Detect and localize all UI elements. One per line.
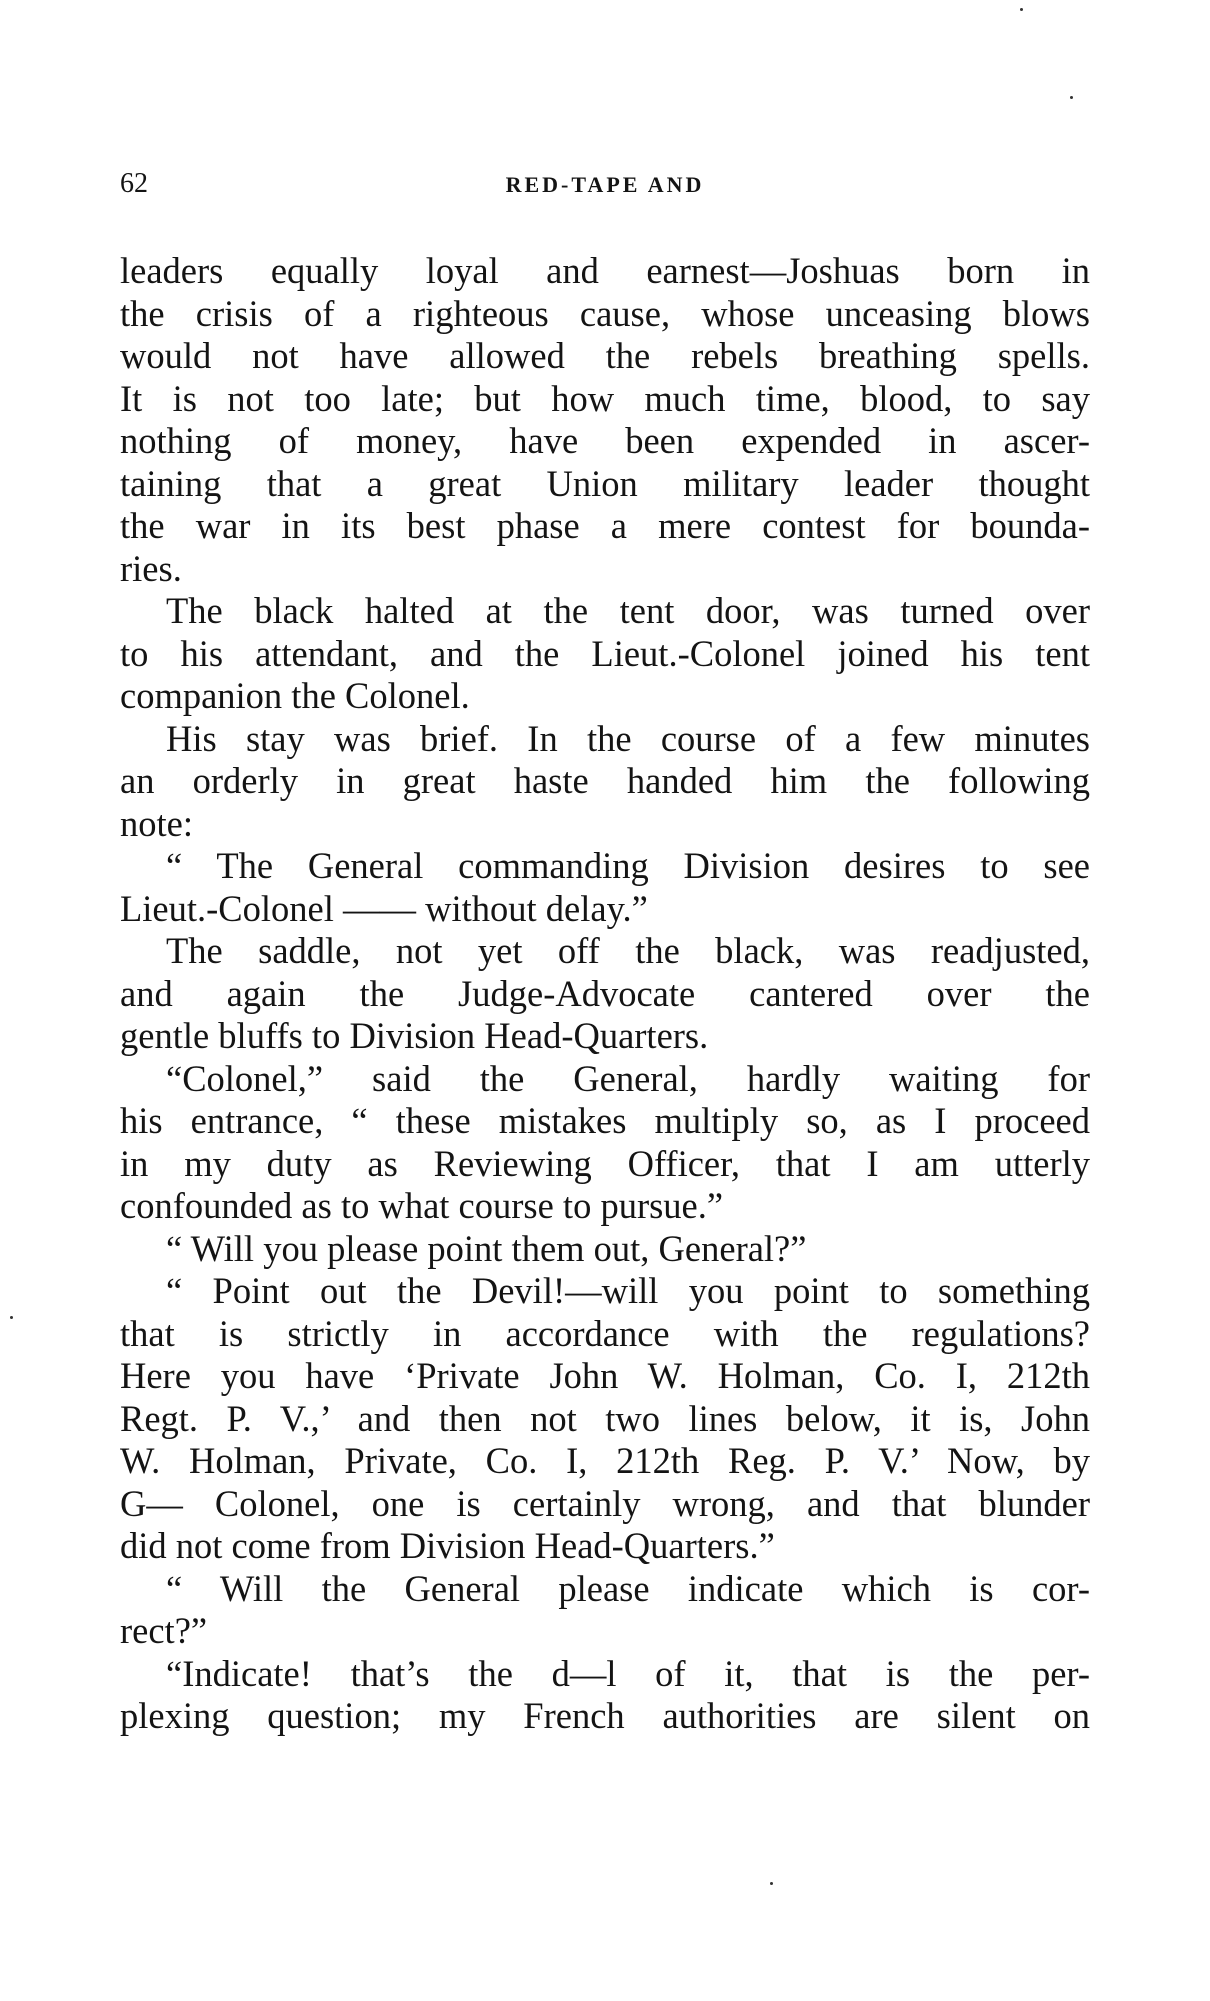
text-line: It is not too late; but how much time, blood, to say (120, 377, 1090, 419)
text-line: an orderly in great haste handed him the following (120, 760, 1090, 801)
text-line: W. Holman, Private, Co. I, 212th Reg. P. V.’ Now, by (120, 1440, 1090, 1481)
text-line: Regt. P. V.,’ and then not two lines below, it is, John (120, 1397, 1090, 1439)
text-line: and again the Judge-Advocate cantered over the (120, 972, 1090, 1014)
body-text (120, 250, 1090, 1738)
text-line: rect?” (120, 1610, 208, 1651)
text-line: The black halted at the tent door, was turned over (166, 590, 1090, 631)
running-head (120, 168, 1090, 208)
text-line: “Colonel,” said the General, hardly waiting for (166, 1057, 1090, 1099)
text-line: note: (120, 802, 193, 844)
text-line: “ Will the General please indicate which is cor- (166, 1567, 1090, 1609)
print-speck (1020, 8, 1023, 11)
running-title: RED-TAPE AND (505, 172, 705, 197)
text-line: His stay was brief. In the course of a few minutes (166, 717, 1090, 759)
text-line: that is strictly in accordance with the regulations? (120, 1312, 1090, 1354)
text-line: “ Point out the Devil!—will you point to something (166, 1270, 1090, 1311)
text-line: “ Will you please point them out, General?” (166, 1227, 807, 1269)
text-line: to his attendant, and the Lieut.-Colonel joined his tent (120, 632, 1090, 674)
print-speck (770, 1882, 773, 1885)
text-line: “Indicate! that’s the d—l of it, that is the per- (166, 1652, 1090, 1694)
text-line: confounded as to what course to pursue.” (120, 1185, 724, 1226)
text-line: did not come from Division Head-Quarters.” (120, 1525, 775, 1566)
text-line: ries. (120, 547, 182, 589)
page-number: 62 (120, 168, 148, 199)
text-line: leaders equally loyal and earnest—Joshuas born in (120, 250, 1090, 291)
text-line: the crisis of a righteous cause, whose unceasing blows (120, 292, 1090, 334)
text-line: plexing question; my French authorities are silent on (120, 1695, 1090, 1736)
text-line: Here you have ‘Private John W. Holman, Co. I, 212th (120, 1355, 1090, 1396)
text-line: his entrance, “ these mistakes multiply so, as I proceed (120, 1100, 1090, 1141)
print-speck (1070, 96, 1073, 99)
text-line: The saddle, not yet off the black, was readjusted, (166, 930, 1090, 971)
print-speck (10, 1316, 13, 1319)
text-line: the war in its best phase a mere contest for bounda- (120, 505, 1090, 546)
text-line: companion the Colonel. (120, 675, 470, 716)
text-line: would not have allowed the rebels breathing spells. (120, 335, 1090, 376)
text-line: nothing of money, have been expended in ascer- (120, 420, 1090, 461)
text-line: taining that a great Union military leader thought (120, 462, 1090, 504)
text-line: Lieut.-Colonel —— without delay.” (120, 887, 648, 929)
text-line: “ The General commanding Division desires to see (166, 845, 1090, 886)
text-line: gentle bluffs to Division Head-Quarters. (120, 1015, 709, 1056)
text-line: G— Colonel, one is certainly wrong, and that blunder (120, 1482, 1090, 1524)
text-line: in my duty as Reviewing Officer, that I am utterly (120, 1142, 1090, 1184)
